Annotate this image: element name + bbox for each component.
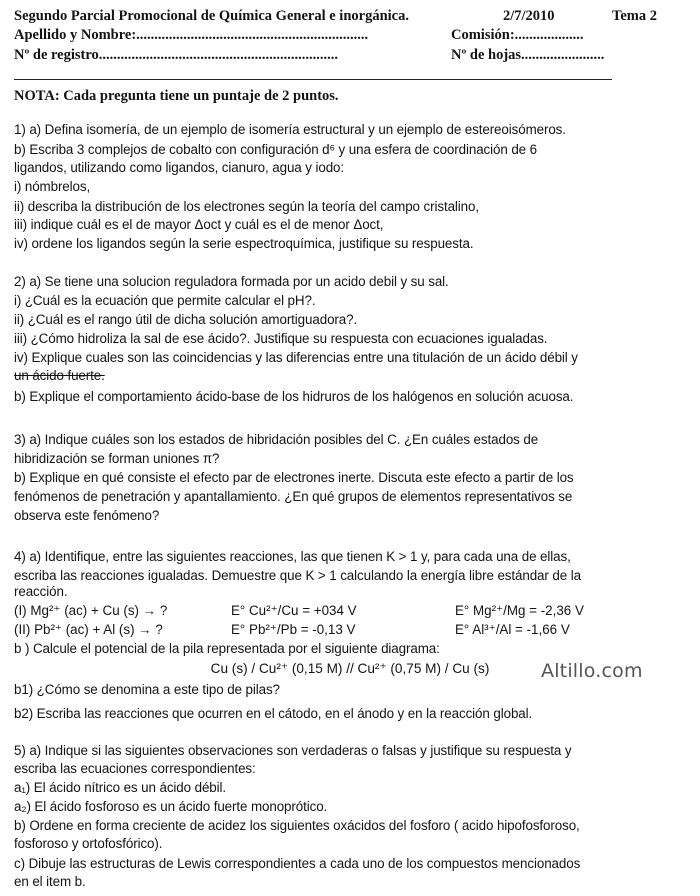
exam-title: Segundo Parcial Promocional de Química General e inorgánica. — [14, 8, 409, 24]
q4-line: escriba las reacciones igualadas. Demuestre que K > 1 calculando la energía libre estándar de la — [14, 568, 581, 583]
q4-line: b1) ¿Cómo se denomina a este tipo de pilas? — [14, 682, 280, 697]
exam-date: 2/7/2010 — [503, 8, 555, 24]
apellido-field: Apellido y Nombre:................................................................ — [14, 27, 369, 43]
potential-2b: E° Al³⁺/Al = -1,66 V — [455, 622, 570, 637]
q4-line: b ) Calcule el potencial de la pila representada por el siguiente diagrama: — [14, 641, 440, 656]
q2-line: i) ¿Cuál es la ecuación que permite calcular el pH?. — [14, 293, 316, 308]
q5-line: 5) a) Indique si las siguientes observaciones son verdaderas o falsas y justifique su respuesta y — [14, 743, 572, 758]
nota-text: NOTA: Cada pregunta tiene un puntaje de 2 puntos. — [14, 88, 339, 104]
q1-line: ii) describa la distribución de los electrones según la teoría del campo cristalino, — [14, 199, 479, 214]
reaction-2: (II) Pb²⁺ (ac) + Al (s) → ? — [14, 622, 163, 637]
q1-line: i) nómbrelos, — [14, 179, 91, 194]
q2-line: iii) ¿Cómo hidroliza la sal de ese ácido?. Justifique su respuesta con ecuaciones igualadas. — [14, 331, 548, 346]
q2-line: ii) ¿Cuál es el rango útil de dicha solución amortiguadora?. — [14, 312, 358, 327]
reaction-1: (I) Mg²⁺ (ac) + Cu (s) → ? — [14, 603, 168, 618]
q2-line: un ácido fuerte. — [14, 368, 105, 383]
q3-line: 3) a) Indique cuáles son los estados de hibridación posibles del C. ¿En cuáles estados de — [14, 432, 539, 447]
q1-line: ligandos, utilizando como ligandos, cianuro, agua y iodo: — [14, 160, 345, 175]
q3-line: fenómenos de penetración y apantallamiento. ¿En qué grupos de elementos representativos se — [14, 489, 573, 504]
header-divider — [14, 79, 612, 80]
q4-line: 4) a) Identifique, entre las siguientes reacciones, las que tienen K > 1 y, para cada una de ellas, — [14, 549, 571, 564]
q1-line: 1) a) Defina isomería, de un ejemplo de isomería estructural y un ejemplo de estereoisómeros. — [14, 122, 566, 137]
q3-line: observa este fenómeno? — [14, 508, 160, 523]
q5-line: fosforoso y ortofosfórico). — [14, 836, 163, 851]
cell-diagram: Cu (s) / Cu²⁺ (0,15 M) // Cu²⁺ (0,75 M) / Cu (s) — [210, 661, 490, 676]
q4-line: reacción. — [14, 584, 68, 599]
q2-line: 2) a) Se tiene una solucion reguladora formada por un acido debil y su sal. — [14, 274, 449, 289]
q5-line: a₂) El ácido fosforoso es un ácido fuerte monoprótico. — [14, 799, 328, 814]
q5-line: en el item b. — [14, 874, 86, 889]
q5-line: c) Dibuje las estructuras de Lewis correspondientes a cada uno de los compuestos mencionados — [14, 856, 581, 871]
potential-1b: E° Mg²⁺/Mg = -2,36 V — [455, 603, 584, 618]
watermark-logo: Altillo.com — [541, 660, 643, 682]
exam-tema: Tema 2 — [612, 8, 657, 24]
q3-line: hibridización se forman uniones π? — [14, 451, 220, 466]
potential-2a: E° Pb²⁺/Pb = -0,13 V — [231, 622, 356, 637]
q1-line: iii) indique cuál es el de mayor Δoct y cuál es el de menor Δoct, — [14, 217, 384, 232]
hojas-field: Nº de hojas....................... — [451, 47, 605, 63]
q5-line: a₁) El ácido nítrico es un ácido débil. — [14, 780, 227, 795]
q4-line: b2) Escriba las reacciones que ocurren en el cátodo, en el ánodo y en la reacción global. — [14, 706, 533, 721]
q1-line: iv) ordene los ligandos según la serie espectroquímica, justifique su respuesta. — [14, 236, 474, 251]
q2-line: b) Explique el comportamiento ácido-base de los hidruros de los halógenos en solución acuosa. — [14, 389, 574, 404]
q1-line: b) Escriba 3 complejos de cobalto con configuración d⁶ y una esfera de coordinación de 6 — [14, 142, 537, 157]
q5-line: escriba las ecuaciones correspondientes: — [14, 761, 256, 776]
q5-line: b) Ordene en forma creciente de acidez los siguientes oxácidos del fosforo ( acido hipofosforoso, — [14, 818, 580, 833]
q3-line: b) Explique en qué consiste el efecto par de electrones inerte. Discuta este efecto a partir de los — [14, 470, 574, 485]
potential-1a: E° Cu²⁺/Cu = +034 V — [231, 603, 357, 618]
q2-line: iv) Explique cuales son las coincidencias y las diferencias entre una titulación de un ácido débil y — [14, 350, 578, 365]
registro-field: Nº de registro.................................................................. — [14, 47, 339, 63]
comision-field: Comisión:................... — [451, 27, 584, 43]
